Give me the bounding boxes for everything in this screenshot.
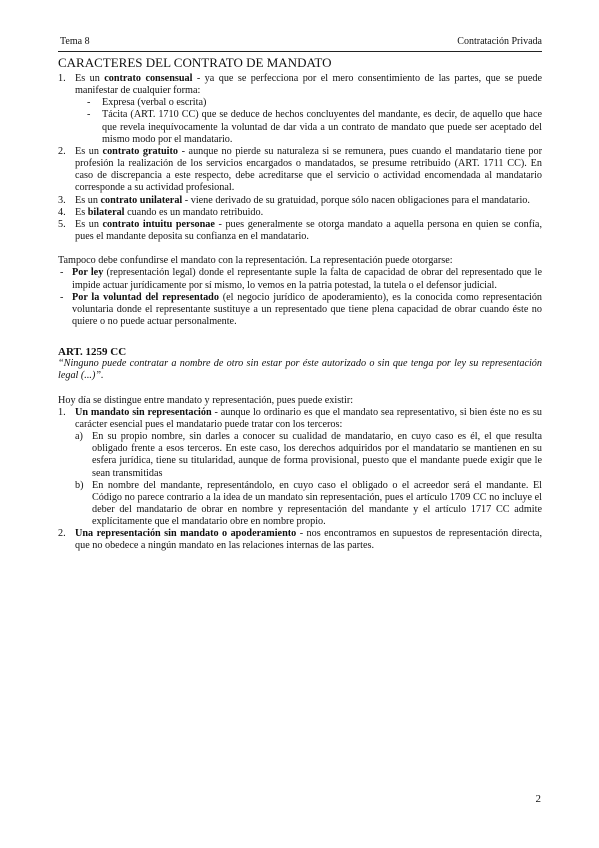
article-quote: “Ninguno puede contratar a nombre de otro sin estar por éste autorizado o sin que tenga por ley su representación legal (...)”. [58, 358, 542, 382]
sub-list-item [58, 480, 542, 529]
list-item-text: - aunque no pierde su naturaleza si se remunera, pues cuando el mandatario tiene por profesión la realización de los servicios encargados o mandatados, se presume retribuido (ART. 1711 CC). En caso de discrepancia a este respecto, debe acreditarse que el servicio o actividad encomendada al mandatario corresponde a su actividad profesional. [75, 145, 543, 194]
paragraph-hoy: Hoy día se distingue entre mandato y representación, pues puede existir: [58, 394, 354, 406]
sub-list-item [58, 431, 542, 480]
list-item-bold: contrato unilateral [100, 194, 183, 206]
header-left: Tema 8 [60, 36, 90, 47]
sub-list-item-text: En su propio nombre, sin darles a conocer su cualidad de mandatario, en cuyo caso es él, el que resulta obligado frente a esos terceros. En este caso, los derechos adquiridos por el mandatario se mantienen en su esfera jurídica, tiene su titularidad, aunque de forma provisional, puesto que el mandante puede exigir que le sean transmitidas [92, 431, 542, 479]
page-number: 2 [535, 793, 541, 805]
list-marker: 1. [58, 406, 66, 418]
list-item [58, 73, 542, 97]
list-item-text: cuando es un mandato retribuido. [124, 206, 264, 218]
list-item-text: (representación legal) donde el representante suple la falta de capacidad de obrar del representado que le impide actuar jurídicamente por sí mismo, lo vemos en la patria potestad, la tutela o el defensor judicial. [72, 267, 542, 291]
list-item-bold: contrato consensual [104, 73, 193, 84]
list-item-pre: Es un [75, 218, 103, 230]
list-marker: 4. [58, 206, 66, 218]
sub-list-item-text: Tácita (ART. 1710 CC) que se deduce de hechos concluyentes del mandante, es decir, de aquello que hace que revela inequívocamente la voluntad de dar vida a un contrato de mandato que puede ser aceptado del mismo modo por el mandatario. [102, 109, 542, 145]
spacer [58, 328, 542, 340]
sub-list-item-text: En nombre del mandante, representándolo, en cuyo caso el obligado o el acreedor será el mandante. El Código no parece contrario a la idea de un mandato sin representación, pues el artículo 1709 CC no incluye el deber del mandatario de obrar en nombre y representación del mandante y el artículo 1717 CC admite explícitamente que el mandatario obre en nombre propio. [92, 479, 542, 528]
page-title: CARACTERES DEL CONTRATO DE MANDATO [58, 55, 332, 70]
sub-list-item-text: Expresa (verbal o escrita) [102, 97, 207, 109]
page-body [58, 55, 542, 553]
list-marker: 5. [58, 218, 66, 230]
list-item [58, 146, 542, 195]
list-item [58, 528, 542, 552]
list-item-text: - nos encontramos en supuestos de representación directa, que no obedece a ningún mandato en las relaciones internas de las partes. [75, 528, 542, 552]
list-item-pre: Es un [75, 194, 101, 206]
list-marker: - [60, 291, 64, 303]
list-item-pre: Es un [75, 145, 103, 157]
list-marker: - [87, 109, 91, 121]
list-item-text: (el negocio jurídico de apoderamiento), es la conocida como representación voluntaria donde el representante sustituye a un representado que tiene plena capacidad de obrar cuando éste no quiere o no puede actuar personalmente. [72, 291, 543, 327]
spacer [58, 243, 542, 255]
list-item-bold: Una representación sin mandato o apoderamiento [75, 528, 297, 540]
list-item [58, 407, 542, 431]
header-rule [58, 51, 542, 52]
list-item-bold: Por ley [72, 267, 104, 279]
list-item-text: - viene derivado de su gratuidad, porque sólo nacen obligaciones para el mandatario. [182, 194, 530, 206]
list-marker: b) [75, 479, 84, 491]
list-item-bold: contrato intuitu personae [102, 218, 215, 230]
list-marker: - [60, 267, 64, 279]
list-item-pre: Es [75, 206, 88, 218]
list-item-text: - aunque lo ordinario es que el mandato sea representativo, si bien éste no es su carácter esencial pues el mandatario puede tratar con los terceros: [75, 406, 542, 430]
list-marker: 2. [58, 528, 66, 540]
list-item-text: - ya que se perfecciona por el mero consentimiento de las partes, que se puede manifestar de cualquier forma: [75, 73, 542, 97]
spacer [58, 383, 542, 395]
list-item [58, 267, 542, 291]
list-item [58, 207, 542, 219]
list-item-pre: Es un [75, 73, 105, 84]
list-item [58, 219, 542, 243]
list-item-bold: Un mandato sin representación [75, 406, 212, 418]
list-item-bold: contrato gratuito [102, 145, 178, 157]
list-item [58, 195, 542, 207]
list-marker: 2. [58, 145, 66, 157]
article-heading: ART. 1259 CC [58, 346, 127, 359]
list-item [58, 292, 542, 328]
sub-list-item [58, 109, 542, 145]
list-item-bold: bilateral [87, 206, 125, 218]
paragraph-tampoco: Tampoco debe confundirse el mandato con la representación. La representación puede otorgarse: [58, 255, 453, 267]
list-item-text: - pues generalmente se otorga mandato a aquella persona en quien se confía, pues el mandante deposita su confianza en el mandatario. [75, 218, 542, 243]
list-marker: a) [75, 431, 83, 443]
list-item-bold: Por la voluntad del representado [72, 291, 219, 303]
list-marker: - [87, 97, 91, 109]
list-marker: 1. [58, 73, 66, 84]
list-marker: 3. [58, 194, 66, 206]
sub-list-item [58, 97, 542, 109]
header-right: Contratación Privada [457, 36, 542, 47]
